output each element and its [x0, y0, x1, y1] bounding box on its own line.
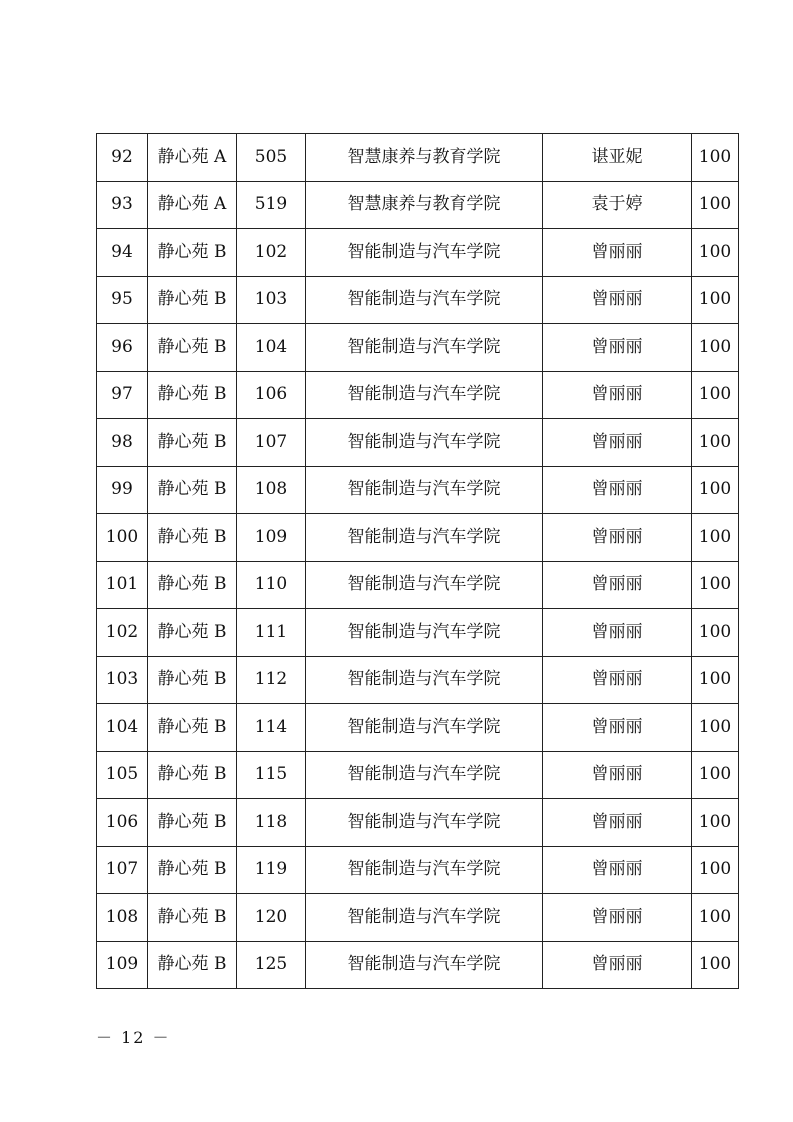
- row-number-cell: 95: [97, 276, 148, 324]
- row-number-cell: 98: [97, 419, 148, 467]
- person-name-cell: 曾丽丽: [543, 846, 692, 894]
- table-row: [97, 134, 739, 182]
- room-number-cell: 103: [237, 276, 306, 324]
- row-number-cell: 93: [97, 181, 148, 229]
- score-cell: 100: [692, 229, 739, 277]
- building-cell: 静心苑 B: [148, 799, 237, 847]
- person-name-cell: 袁于婷: [543, 181, 692, 229]
- college-cell: 智能制造与汽车学院: [306, 324, 543, 372]
- college-cell: 智能制造与汽车学院: [306, 941, 543, 989]
- score-cell: 100: [692, 324, 739, 372]
- room-number-cell: 107: [237, 419, 306, 467]
- row-number-cell: 97: [97, 371, 148, 419]
- person-name-cell: 曾丽丽: [543, 751, 692, 799]
- building-cell: 静心苑 B: [148, 704, 237, 752]
- person-name-cell: 曾丽丽: [543, 941, 692, 989]
- room-number-cell: 125: [237, 941, 306, 989]
- row-number-cell: 103: [97, 656, 148, 704]
- table-row: [97, 799, 739, 847]
- college-cell: 智能制造与汽车学院: [306, 751, 543, 799]
- college-cell: 智能制造与汽车学院: [306, 894, 543, 942]
- college-cell: 智能制造与汽车学院: [306, 846, 543, 894]
- table-row: [97, 609, 739, 657]
- room-number-cell: 111: [237, 609, 306, 657]
- room-number-cell: 114: [237, 704, 306, 752]
- row-number-cell: 107: [97, 846, 148, 894]
- room-number-cell: 119: [237, 846, 306, 894]
- person-name-cell: 曾丽丽: [543, 656, 692, 704]
- building-cell: 静心苑 A: [148, 134, 237, 182]
- score-cell: 100: [692, 561, 739, 609]
- row-number-cell: 106: [97, 799, 148, 847]
- score-cell: 100: [692, 181, 739, 229]
- college-cell: 智能制造与汽车学院: [306, 656, 543, 704]
- college-cell: 智能制造与汽车学院: [306, 276, 543, 324]
- table-row: [97, 419, 739, 467]
- college-cell: 智慧康养与教育学院: [306, 181, 543, 229]
- room-number-cell: 115: [237, 751, 306, 799]
- score-cell: 100: [692, 894, 739, 942]
- room-number-cell: 118: [237, 799, 306, 847]
- table-row: [97, 751, 739, 799]
- building-cell: 静心苑 B: [148, 514, 237, 562]
- person-name-cell: 曾丽丽: [543, 799, 692, 847]
- building-cell: 静心苑 B: [148, 894, 237, 942]
- score-cell: 100: [692, 419, 739, 467]
- score-cell: 100: [692, 799, 739, 847]
- row-number-cell: 104: [97, 704, 148, 752]
- dormitory-score-table-container: [96, 133, 734, 989]
- college-cell: 智能制造与汽车学院: [306, 371, 543, 419]
- table-row: [97, 704, 739, 752]
- building-cell: 静心苑 B: [148, 324, 237, 372]
- person-name-cell: 曾丽丽: [543, 229, 692, 277]
- row-number-cell: 92: [97, 134, 148, 182]
- building-cell: 静心苑 B: [148, 941, 237, 989]
- score-cell: 100: [692, 656, 739, 704]
- table-row: [97, 324, 739, 372]
- building-cell: 静心苑 B: [148, 751, 237, 799]
- person-name-cell: 曾丽丽: [543, 324, 692, 372]
- score-cell: 100: [692, 276, 739, 324]
- person-name-cell: 曾丽丽: [543, 561, 692, 609]
- college-cell: 智能制造与汽车学院: [306, 561, 543, 609]
- score-cell: 100: [692, 751, 739, 799]
- table-row: [97, 656, 739, 704]
- table-row: [97, 229, 739, 277]
- table-row: [97, 894, 739, 942]
- room-number-cell: 108: [237, 466, 306, 514]
- table-row: [97, 941, 739, 989]
- table-row: [97, 561, 739, 609]
- college-cell: 智慧康养与教育学院: [306, 134, 543, 182]
- table-row: [97, 371, 739, 419]
- table-row: [97, 181, 739, 229]
- table-row: [97, 846, 739, 894]
- score-cell: 100: [692, 371, 739, 419]
- room-number-cell: 109: [237, 514, 306, 562]
- college-cell: 智能制造与汽车学院: [306, 419, 543, 467]
- table-row: [97, 514, 739, 562]
- college-cell: 智能制造与汽车学院: [306, 799, 543, 847]
- dormitory-score-table: [96, 133, 739, 989]
- building-cell: 静心苑 B: [148, 846, 237, 894]
- table-row: [97, 276, 739, 324]
- building-cell: 静心苑 B: [148, 656, 237, 704]
- row-number-cell: 94: [97, 229, 148, 277]
- room-number-cell: 106: [237, 371, 306, 419]
- score-cell: 100: [692, 466, 739, 514]
- row-number-cell: 108: [97, 894, 148, 942]
- score-cell: 100: [692, 134, 739, 182]
- score-cell: 100: [692, 941, 739, 989]
- room-number-cell: 104: [237, 324, 306, 372]
- person-name-cell: 曾丽丽: [543, 514, 692, 562]
- person-name-cell: 曾丽丽: [543, 704, 692, 752]
- building-cell: 静心苑 B: [148, 276, 237, 324]
- person-name-cell: 曾丽丽: [543, 276, 692, 324]
- college-cell: 智能制造与汽车学院: [306, 514, 543, 562]
- room-number-cell: 120: [237, 894, 306, 942]
- college-cell: 智能制造与汽车学院: [306, 466, 543, 514]
- building-cell: 静心苑 B: [148, 561, 237, 609]
- building-cell: 静心苑 B: [148, 229, 237, 277]
- room-number-cell: 110: [237, 561, 306, 609]
- building-cell: 静心苑 B: [148, 419, 237, 467]
- score-cell: 100: [692, 704, 739, 752]
- page-number: － 12 －: [96, 1028, 171, 1047]
- person-name-cell: 曾丽丽: [543, 466, 692, 514]
- row-number-cell: 109: [97, 941, 148, 989]
- table-row: [97, 466, 739, 514]
- score-cell: 100: [692, 514, 739, 562]
- building-cell: 静心苑 A: [148, 181, 237, 229]
- college-cell: 智能制造与汽车学院: [306, 609, 543, 657]
- row-number-cell: 105: [97, 751, 148, 799]
- building-cell: 静心苑 B: [148, 609, 237, 657]
- room-number-cell: 102: [237, 229, 306, 277]
- room-number-cell: 505: [237, 134, 306, 182]
- college-cell: 智能制造与汽车学院: [306, 229, 543, 277]
- college-cell: 智能制造与汽车学院: [306, 704, 543, 752]
- row-number-cell: 96: [97, 324, 148, 372]
- table-body: [97, 134, 739, 989]
- row-number-cell: 100: [97, 514, 148, 562]
- building-cell: 静心苑 B: [148, 371, 237, 419]
- room-number-cell: 519: [237, 181, 306, 229]
- person-name-cell: 曾丽丽: [543, 894, 692, 942]
- row-number-cell: 101: [97, 561, 148, 609]
- row-number-cell: 102: [97, 609, 148, 657]
- person-name-cell: 曾丽丽: [543, 419, 692, 467]
- person-name-cell: 谌亚妮: [543, 134, 692, 182]
- score-cell: 100: [692, 609, 739, 657]
- row-number-cell: 99: [97, 466, 148, 514]
- person-name-cell: 曾丽丽: [543, 609, 692, 657]
- room-number-cell: 112: [237, 656, 306, 704]
- building-cell: 静心苑 B: [148, 466, 237, 514]
- person-name-cell: 曾丽丽: [543, 371, 692, 419]
- score-cell: 100: [692, 846, 739, 894]
